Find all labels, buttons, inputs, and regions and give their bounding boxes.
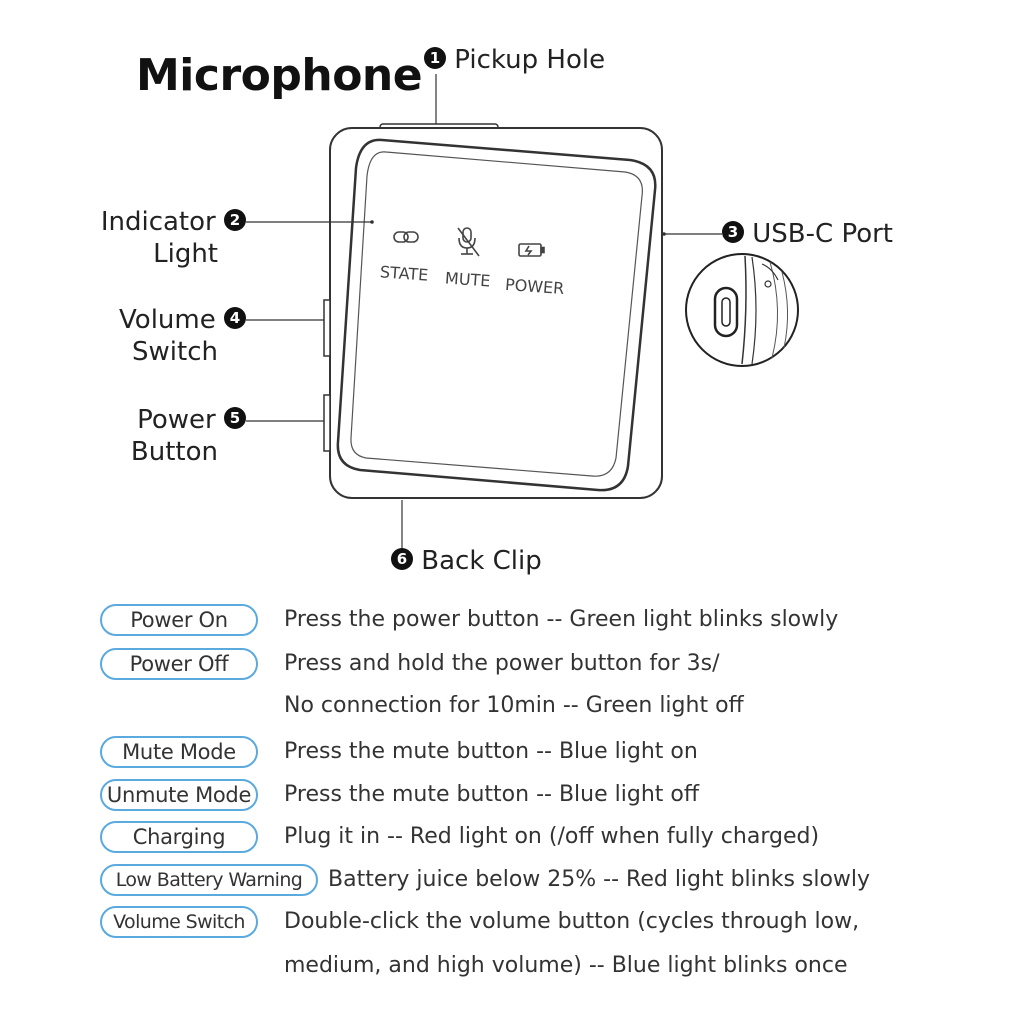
- callout-usbc-port: [722, 218, 893, 250]
- mode-pill: Charging: [100, 821, 258, 853]
- mode-desc: medium, and high volume) -- Blue light blinks once: [284, 953, 848, 978]
- callout-label: USB-C Port: [752, 219, 893, 249]
- mode-desc: Press the power button -- Green light blinks slowly: [284, 607, 839, 632]
- callout-number: 5: [224, 407, 246, 429]
- callout-number: 1: [424, 47, 446, 69]
- page-title: Microphone: [136, 50, 423, 101]
- power-button: [324, 395, 330, 451]
- callout-number: 2: [224, 209, 246, 231]
- callout-label: Switch: [132, 337, 218, 367]
- callout-pickup-hole: [424, 44, 605, 76]
- mode-desc: Double-click the volume button (cycles through low,: [284, 909, 860, 934]
- mode-pill: Power On: [100, 604, 258, 636]
- mode-desc: Battery juice below 25% -- Red light blinks slowly: [328, 867, 871, 892]
- callout-label: Indicator: [100, 207, 216, 237]
- mode-pill: Low Battery Warning: [100, 864, 318, 896]
- callout-number: 4: [224, 307, 246, 329]
- mode-pill: Power Off: [100, 648, 258, 680]
- callout-label: Pickup Hole: [454, 45, 606, 75]
- callout-number: 6: [391, 548, 413, 570]
- callout-indicator-light: [101, 206, 246, 270]
- mode-pill: Mute Mode: [100, 736, 258, 768]
- callout-volume-switch: [119, 304, 246, 368]
- callout-number: 3: [722, 221, 744, 243]
- indicator-label-state: STATE: [379, 262, 429, 285]
- callout-label: Button: [130, 437, 218, 467]
- mode-desc: No connection for 10min -- Green light off: [284, 693, 744, 718]
- front-panel: [338, 140, 655, 490]
- indicator-label-mute: MUTE: [444, 268, 492, 291]
- mode-pill: Unmute Mode: [100, 779, 258, 811]
- usbc-port: [715, 288, 737, 336]
- callout-label: Volume: [119, 305, 216, 335]
- indicator-label-power: POWER: [504, 274, 565, 299]
- callout-back-clip: [391, 545, 542, 577]
- mode-desc: Plug it in -- Red light on (/off when fully charged): [284, 824, 820, 849]
- mode-desc: Press and hold the power button for 3s/: [284, 651, 720, 676]
- mode-pill: Volume Switch: [100, 906, 258, 938]
- mode-desc: Press the mute button -- Blue light off: [284, 782, 699, 807]
- usbc-inset: [686, 254, 798, 366]
- callout-power-button: [131, 404, 246, 468]
- callout-label: Power: [137, 405, 216, 435]
- mode-desc: Press the mute button -- Blue light on: [284, 739, 698, 764]
- volume-switch: [324, 300, 330, 356]
- callout-label: Back Clip: [421, 546, 542, 576]
- callout-label: Light: [153, 239, 218, 269]
